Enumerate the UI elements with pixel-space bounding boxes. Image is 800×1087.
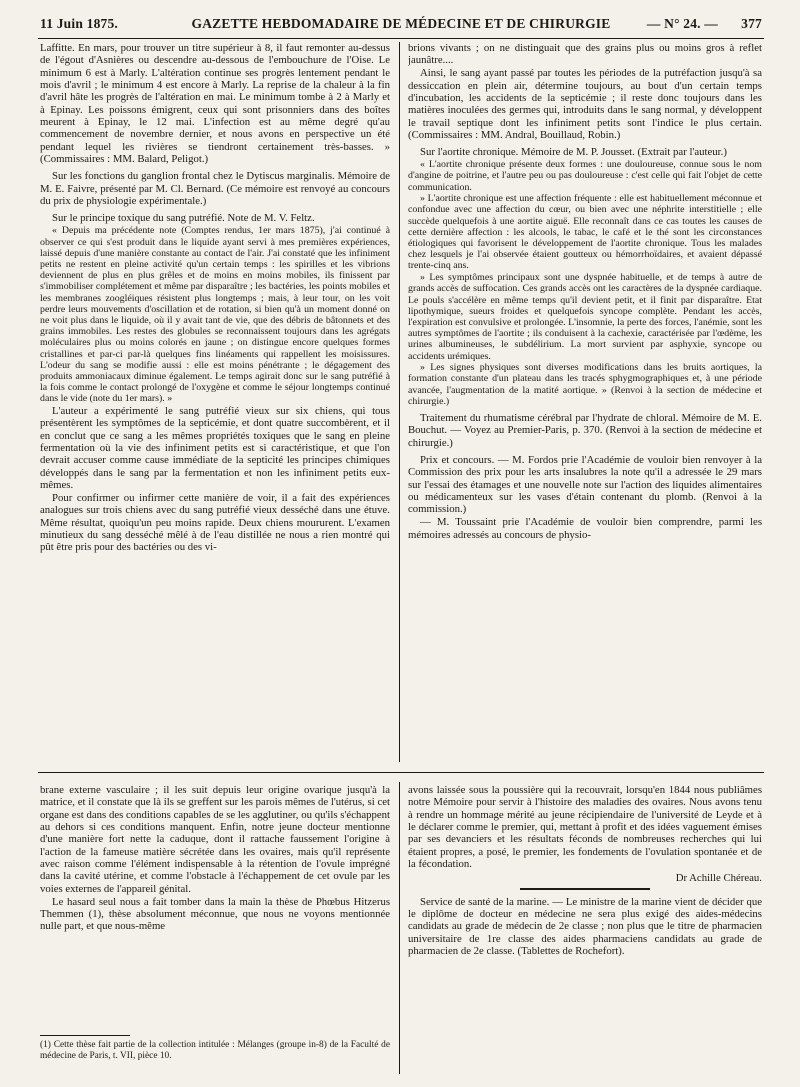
section-heading-aortite: Sur l'aortite chronique. Mémoire de M. P. Jousset. (Extrait par l'auteur.)	[420, 146, 727, 159]
quoted-paragraph: » L'aortite chronique est une affection fréquente : elle est habituellement méconnue et confondue avec une affection du cœur, ou bien avec une néphrite interstitielle ; elle succède quelquefois à une aortite aiguë. Elle reconnaît dans ce cas toutes les causes de cette dernière affection : les alcools, le tabac, le café et le thé sont les circonstances étiologiques qui favorisent le développement de l'aortite chronique. Tous les malades chez lesquels je l'ai observée étaient goutteux ou hémorrhoïdaires, et avaient dépassé trente-cinq ans.	[408, 193, 762, 272]
paragraph: brane externe vasculaire ; il les suit depuis leur origine ovarique jusqu'à la matrice, et il constate que là ils se greffent sur les parois mêmes de l'utérus, si cet organe est dans des conditions capables de se les agglutiner, ou qu'ils s'échappent au dehors si ces conditions manquent. Enfin, notre jeune docteur mentionne d'une manière fort nette la caduque, dont il rattache faussement l'origine à l'action de la fameuse matière sécrétée dans les ovaires, mais qu'il représente avec raison comme l'élément indispensable à la rétention de l'ovule imprégné dans la cavité utérine, et comme l'obstacle à l'échappement de cet ovule par les voies externes de l'appareil génital.	[40, 784, 390, 895]
section-rule	[38, 772, 764, 773]
section-heading-rhumatisme: Traitement du rhumatisme cérébral par l'hydrate de chloral. Mémoire de M. E. Bouchut. — Voyez au Premier-Paris, p. 370. (Renvoi à la section de médecine et chirurgie.)	[408, 412, 762, 449]
paragraph: Le hasard seul nous a fait tomber dans la main la thèse de Phœbus Hitzerus Themmen (1), thèse absolument méconnue, que nous ne voyons mentionnée nulle part, et que nous-même	[40, 895, 390, 933]
paragraph: Ainsi, le sang ayant passé par toutes les périodes de la putréfaction jusqu'à sa dessiccation en plein air, détermine toujours, au bout d'un certain temps d'incubation, les accidents de la septicémie ; il reste donc toujours dans les matières inoculées des germes qui, introduits dans le sang normal, y développent le travail septique dont les infiniment petits sont l'indice le plus certain. (Commissaires : MM. Andral, Bouillaud, Robin.)	[408, 67, 762, 141]
quoted-paragraph: » Les symptômes principaux sont une dyspnée habituelle, et de temps à autre de grands accès de suffocation. Ces grands accès ont les caractères de la dyspnée cardiaque. Le pouls s'accélère en même temps qu'il devient petit, et il finit par disparaître. Etat lipothymique, sueurs froides et quelquefois syncope complète. Pendant les accès, l'expiration est convulsive et prolongée. L'insomnie, la perte des forces, l'anémie, sont les autres symptômes de l'aortite ; ils conduisent à la cachexie, caractérisée par l'œdème, les urines albumineuses, le subdélirium. La mort survient par asphyxie, syncope ou accidents urémiques.	[408, 272, 762, 362]
quoted-paragraph: « Depuis ma précédente note (Comptes rendus, 1er mars 1875), j'ai continué à observer ce qui s'est produit dans le liquide ayant servi à mes premières expériences, laissé depuis d'une manière constante au contact de l'air. J'ai constaté que les infiniment petits ne restent en pleine activité qu'un certain temps : les spirilles et les vibrions deviennent de plus en plus grêles et de moins en moins mobiles, ils finissent par s'immobiliser complétement et même par disparaître ; les bactéries, les points mobiles et les membranes zoogléiques résistent plus longtemps ; mais, à leur tour, on les voit perdre leurs mouvements d'oscillation et de rotation, si bien qu'à un moment donné on ne voit plus dans le liquide, où il y avait tant de vie, que des débris de bâtonnets et des grains immobiles. Les restes des globules se reconnaissent toujours dans les agrégats moléculaires plus ou moins colorés en jaune ; on distingue encore quelques formes cristallines et par-ci par-là quelques fins linéaments qui rappellent les moisissures. L'odeur du sang se modifie aussi : elle est moins pénétrante ; le dégagement des produits ammoniacaux diminue également. Le temps agirait donc sur le sang putréfié à la fois comme le contact prolongé de l'oxygène et comme le séjour longtemps continué dans le vide (note du 1er mars). »	[40, 225, 390, 405]
section-heading-ganglion: Sur les fonctions du ganglion frontal chez le Dytiscus marginalis. Mémoire de M. E. Faivre, présenté par M. Cl. Bernard. (Ce mémoire est renvoyé au concours du prix de physiologie expérimentale.)	[40, 170, 390, 208]
author-signature: Dr Achille Chéreau.	[675, 872, 762, 885]
paragraph: L'auteur a expérimenté le sang putréfié vieux sur six chiens, qui tous présentèrent les symptômes de la septicémie, et dont quatre succombèrent, et il en conclut que ce sang a les mêmes propriétés toxiques que le sang en pleine fermentation où la vie des infiniment petits est si caractéristique, et que l'on devrait accuser comme cause immédiate de la septicité les principes chimiques développés dans le sang par la fermentation et non les infiniment petits eux-mêmes.	[40, 405, 390, 492]
section-heading-prix: Prix et concours. — M. Fordos prie l'Académie de vouloir bien renvoyer à la Commission des prix pour les arts insalubres la note qu'il a adressée le 29 mars sur l'essai des étamages et une nouvelle note sur l'action des liquides alimentaires ou médicamenteux sur les vases d'étain contenant du plomb. (Renvoi à la commission.)	[408, 454, 762, 516]
paragraph: Pour confirmer ou infirmer cette manière de voir, il a fait des expériences analogues sur trois chiens avec du sang putréfié vieux desséché dans une étuve. Même résultat, quoiqu'un peu moins rapide. Deux chiens moururent. L'examen minutieux du sang desséché mêlé à de l'eau distillée ne nous a rien montré qui pût être pris pour des bactéries ou des vi-	[40, 491, 390, 554]
paragraph: avons laissée sous la poussière qui la recouvrait, lorsqu'en 1844 nous publiâmes notre Mémoire pour servir à l'histoire des maladies des ovaires. Nous avons tenu à rendre un hommage mérité au jeune récipiendaire de l'université de Leyde et à le déclarer comme le premier, qui, mettant à profit et des idées vaguement émises par ses devanciers et les résultats féconds de nombreuses recherches qui lui étaient propres, a posé, le premier, les fondements de l'ovulation spontanée et de la fécondation.	[408, 784, 762, 871]
column-3	[40, 784, 390, 1026]
quoted-paragraph: « L'aortite chronique présente deux formes : une douloureuse, connue sous le nom d'angine de poitrine, et l'autre peu ou pas douloureuse : c'est celle qui fait l'objet de cette communication.	[408, 159, 762, 193]
column-divider	[399, 42, 400, 762]
paragraph: brions vivants ; on ne distinguait que des grains plus ou moins gros à reflet jaunâtre....	[408, 42, 762, 67]
paragraph: Service de santé de la marine. — Le ministre de la marine vient de décider que le diplôme de docteur en médecine ne sera plus exigé des aides-médecins candidats au grade de médecin de 2e classe ; non plus que le titre de pharmacien universitaire de 1re classe des aides pharmaciens candidats au grade de pharmacien de 2e classe. (Tablettes de Rochefort).	[408, 895, 762, 958]
page-header	[40, 14, 762, 36]
footnote-rule	[40, 1035, 130, 1036]
column-2	[408, 42, 762, 754]
paragraph: Laffitte. En mars, pour trouver un titre supérieur à 8, il faut remonter au-dessus de l'égout d'Asnières ou descendre au-dessous de l'embouchure de l'Oise. Le minimum 6 est à Marly. L'altération continue ses progrès lentement pendant le mois d'avril ; le minimum 4 est encore à Marly. La reprise de la chaleur à la fin d'avril hâte les progrès de l'altération en mai. Le minimum tombe à 2 à Marly et à Epinay. Les poissons émigrent, ceux qui sont prisonniers dans des boîtes meurent à Epinay, le 12 mai. L'infection est au même degré qu'au commencement de novembre dernier, et nous avons en perspective un été pendant lequel les rivières se tiendront certainement très-basses. » (Commissaires : MM. Balard, Peligot.)	[40, 42, 390, 166]
paragraph: — M. Toussaint prie l'Académie de vouloir bien comprendre, parmi les mémoires adressés au concours de physio-	[408, 516, 762, 541]
journal-title: GAZETTE HEBDOMADAIRE DE MÉDECINE ET DE CHIRURGIE	[191, 16, 611, 31]
page-number: 377	[741, 16, 762, 31]
column-4	[408, 784, 762, 1074]
issue-date: 11 Juin 1875.	[40, 16, 118, 31]
section-heading-sang-putrefie: Sur le principe toxique du sang putréfié. Note de M. V. Feltz.	[52, 212, 315, 225]
quoted-paragraph: » Les signes physiques sont diverses modifications dans les bruits aortiques, la formation constante d'un plateau dans les tracés sphygmographiques et, à une période avancée, l'augmentation de la matité aortique. » (Renvoi à la section de médecine et chirurgie.)	[408, 362, 762, 407]
header-rule	[38, 38, 764, 39]
column-divider	[399, 782, 400, 1074]
issue-number: — N° 24. —	[646, 16, 718, 31]
footnote: (1) Cette thèse fait partie de la collection intitulée : Mélanges (groupe in-8) de la Faculté de médecine de Paris, t. VII, pièce 10.	[40, 1040, 390, 1061]
column-1	[40, 42, 390, 760]
separator-rule	[520, 888, 650, 890]
